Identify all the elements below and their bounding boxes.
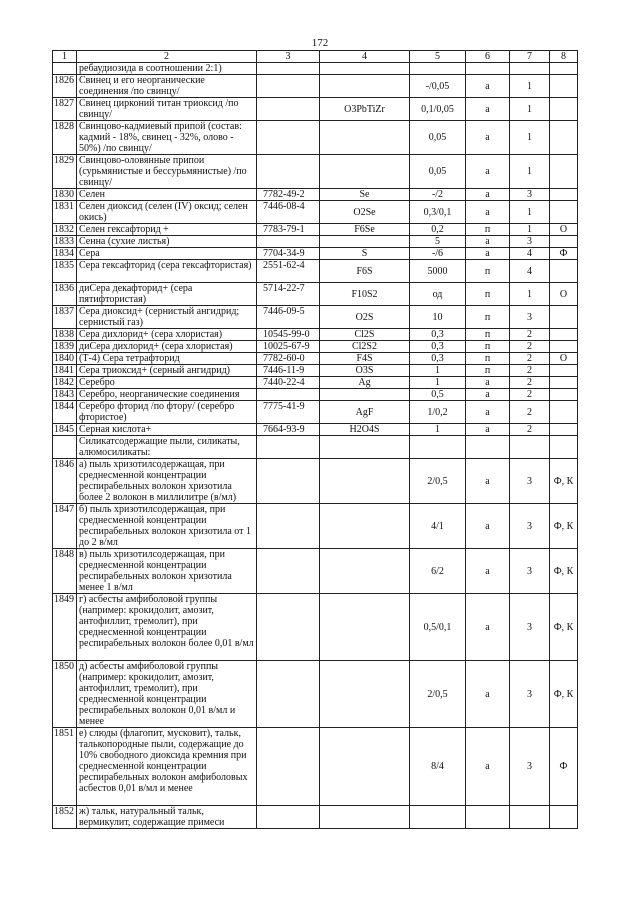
cas-number: 7782-60-0 <box>257 353 320 365</box>
table-row <box>53 504 578 549</box>
table-row <box>53 806 578 829</box>
limit-value: 0,3 <box>410 329 466 341</box>
table-row <box>53 306 578 329</box>
substance-name: Серебро фторид /по фтору/ (серебро фтористое) <box>77 401 257 424</box>
table-row <box>53 389 578 401</box>
cas-number <box>257 155 320 189</box>
formula <box>320 236 410 248</box>
hazard-class: 1 <box>510 283 550 306</box>
row-number: 1837 <box>53 306 77 329</box>
cas-number <box>257 806 320 829</box>
hazard-class: 1 <box>510 155 550 189</box>
row-number: 1839 <box>53 341 77 353</box>
note <box>550 401 578 424</box>
row-number <box>53 63 77 75</box>
limit-value: 0,2 <box>410 224 466 236</box>
aggregate-state: а <box>466 549 510 594</box>
cas-number <box>257 504 320 549</box>
note <box>550 341 578 353</box>
substance-name: Сенна (сухие листья) <box>77 236 257 248</box>
table-row <box>53 459 578 504</box>
formula <box>320 661 410 728</box>
hazard-class: 2 <box>510 353 550 365</box>
cas-number: 2551-62-4 <box>257 260 320 283</box>
note: Ф, К <box>550 661 578 728</box>
row-number <box>53 436 77 459</box>
aggregate-state: а <box>466 236 510 248</box>
limit-value: 0,3 <box>410 353 466 365</box>
note <box>550 389 578 401</box>
substance-name: Сера <box>77 248 257 260</box>
hazard-class <box>510 806 550 829</box>
hazard-class: 4 <box>510 248 550 260</box>
table-row <box>53 283 578 306</box>
limit-value: 1 <box>410 377 466 389</box>
formula <box>320 389 410 401</box>
hazard-class: 3 <box>510 661 550 728</box>
note <box>550 98 578 121</box>
substance-name: Селен гексафторид + <box>77 224 257 236</box>
note <box>550 121 578 155</box>
row-number: 1834 <box>53 248 77 260</box>
note <box>550 377 578 389</box>
hazard-class: 1 <box>510 75 550 98</box>
limit-value: 0,3/0,1 <box>410 201 466 224</box>
formula <box>320 75 410 98</box>
note: О <box>550 224 578 236</box>
cas-number: 5714-22-7 <box>257 283 320 306</box>
formula: Se <box>320 189 410 201</box>
substance-name: Селен диоксид (селен (IV) оксид; селен окись) <box>77 201 257 224</box>
formula: F6S <box>320 260 410 283</box>
note: Ф, К <box>550 504 578 549</box>
limit-value: 2/0,5 <box>410 459 466 504</box>
hazard-class <box>510 436 550 459</box>
note <box>550 75 578 98</box>
table-row <box>53 155 578 189</box>
substance-name: Селен <box>77 189 257 201</box>
limit-value: 5 <box>410 236 466 248</box>
row-number: 1841 <box>53 365 77 377</box>
limit-value: 0,1/0,05 <box>410 98 466 121</box>
limit-value <box>410 436 466 459</box>
note <box>550 260 578 283</box>
table-row <box>53 549 578 594</box>
hazard-class: 3 <box>510 189 550 201</box>
substance-name: диСера дихлорид+ (сера хлористая) <box>77 341 257 353</box>
aggregate-state: а <box>466 424 510 436</box>
aggregate-state: п <box>466 283 510 306</box>
row-number: 1831 <box>53 201 77 224</box>
formula: O3S <box>320 365 410 377</box>
row-number: 1833 <box>53 236 77 248</box>
cas-number <box>257 728 320 806</box>
formula: Cl2S <box>320 329 410 341</box>
aggregate-state: п <box>466 329 510 341</box>
row-number: 1846 <box>53 459 77 504</box>
note <box>550 189 578 201</box>
limit-value <box>410 806 466 829</box>
formula <box>320 121 410 155</box>
substance-name: а) пыль хризотилсодержащая, при среднесменной концентрации респирабельных волокон хризотила более 2 волокон в миллилитре (в/мл) <box>77 459 257 504</box>
hazard-class: 2 <box>510 341 550 353</box>
substance-name: Серная кислота+ <box>77 424 257 436</box>
substance-name: Сера гексафторид (сера гексафтористая) <box>77 260 257 283</box>
header-col-7: 7 <box>510 51 550 63</box>
header-col-4: 4 <box>320 51 410 63</box>
substance-name: (Т-4) Сера тетрафторид <box>77 353 257 365</box>
formula: S <box>320 248 410 260</box>
table-row <box>53 236 578 248</box>
substance-name: Свинцово-оловянные припои (сурьмянистые и бессурьмянистые) /по свинцу/ <box>77 155 257 189</box>
hazard-class: 2 <box>510 389 550 401</box>
row-number: 1828 <box>53 121 77 155</box>
table-row <box>53 341 578 353</box>
substance-name: Серебро, неорганические соединения <box>77 389 257 401</box>
aggregate-state: п <box>466 341 510 353</box>
limit-value: 2/0,5 <box>410 661 466 728</box>
table-row <box>53 401 578 424</box>
substance-name: Свинцово-кадмиевый припой (состав: кадмий - 18%, свинец - 32%, олово - 50%) /по свинцу/ <box>77 121 257 155</box>
aggregate-state: а <box>466 661 510 728</box>
table-row <box>53 248 578 260</box>
hazard-class: 4 <box>510 260 550 283</box>
row-number: 1830 <box>53 189 77 201</box>
formula <box>320 63 410 75</box>
limit-value: -/2 <box>410 189 466 201</box>
aggregate-state: а <box>466 594 510 661</box>
note: О <box>550 353 578 365</box>
table-row <box>53 353 578 365</box>
note <box>550 155 578 189</box>
cas-number: 10025-67-9 <box>257 341 320 353</box>
substance-name: ребаудиозида в соотношении 2:1) <box>77 63 257 75</box>
limit-value: 4/1 <box>410 504 466 549</box>
hazard-class: 1 <box>510 201 550 224</box>
aggregate-state: а <box>466 389 510 401</box>
row-number: 1842 <box>53 377 77 389</box>
row-number: 1847 <box>53 504 77 549</box>
hazard-class: 1 <box>510 224 550 236</box>
hazard-class: 3 <box>510 549 550 594</box>
cas-number <box>257 459 320 504</box>
table-row <box>53 189 578 201</box>
limit-value: 1 <box>410 365 466 377</box>
aggregate-state: а <box>466 155 510 189</box>
formula <box>320 549 410 594</box>
hazard-class: 1 <box>510 121 550 155</box>
aggregate-state: а <box>466 201 510 224</box>
row-number: 1849 <box>53 594 77 661</box>
cas-number <box>257 389 320 401</box>
cas-number <box>257 63 320 75</box>
row-number: 1836 <box>53 283 77 306</box>
substance-name: г) асбесты амфиболовой группы (например: крокидолит, амозит, антофиллит, тремолит), при среднесменной концентрации респирабельных волокон более 0,01 в/мл <box>77 594 257 661</box>
aggregate-state: п <box>466 224 510 236</box>
table-row <box>53 377 578 389</box>
table-row <box>53 201 578 224</box>
note <box>550 306 578 329</box>
formula: H2O4S <box>320 424 410 436</box>
cas-number <box>257 661 320 728</box>
hazard-class: 2 <box>510 377 550 389</box>
limit-value: -/6 <box>410 248 466 260</box>
substance-name: е) слюды (флагопит, мусковит), тальк, талькопородные пыли, содержащие до 10% свободного диоксида кремния при среднесменной концентрации респирабельных волокон амфиболовых асбестов 0,01 в/мл и менее <box>77 728 257 806</box>
cas-number: 7446-08-4 <box>257 201 320 224</box>
limit-value: 10 <box>410 306 466 329</box>
limit-value: 0,3 <box>410 341 466 353</box>
table-row <box>53 63 578 75</box>
row-number: 1850 <box>53 661 77 728</box>
substance-name: Сера диоксид+ (сернистый ангидрид; сернистый газ) <box>77 306 257 329</box>
note: Ф, К <box>550 459 578 504</box>
row-number: 1827 <box>53 98 77 121</box>
table-row <box>53 365 578 377</box>
cas-number: 7446-09-5 <box>257 306 320 329</box>
cas-number: 7775-41-9 <box>257 401 320 424</box>
hazard-class: 3 <box>510 504 550 549</box>
aggregate-state <box>466 806 510 829</box>
substance-name: ж) тальк, натуральный тальк, вермикулит, содержащие примеси <box>77 806 257 829</box>
aggregate-state: а <box>466 98 510 121</box>
row-number: 1851 <box>53 728 77 806</box>
substance-name: Свинец цирконий титан триоксид /по свинцу/ <box>77 98 257 121</box>
limit-value: 1/0,2 <box>410 401 466 424</box>
row-number: 1840 <box>53 353 77 365</box>
cas-number: 7664-93-9 <box>257 424 320 436</box>
aggregate-state: а <box>466 121 510 155</box>
formula <box>320 459 410 504</box>
limit-value: од <box>410 283 466 306</box>
formula <box>320 155 410 189</box>
limit-value: 0,05 <box>410 121 466 155</box>
cas-number <box>257 121 320 155</box>
header-col-6: 6 <box>466 51 510 63</box>
cas-number: 7782-49-2 <box>257 189 320 201</box>
limit-value: 0,5 <box>410 389 466 401</box>
substance-name: в) пыль хризотилсодержащая, при среднесменной концентрации респирабельных волокон хризотила менее 1 в/мл <box>77 549 257 594</box>
substance-name: Сера триоксид+ (серный ангидрид) <box>77 365 257 377</box>
aggregate-state: п <box>466 306 510 329</box>
cas-number: 7783-79-1 <box>257 224 320 236</box>
cas-number <box>257 436 320 459</box>
substance-name: Силикатсодержащие пыли, силикаты, алюмосиликаты: <box>77 436 257 459</box>
substance-name: Сера дихлорид+ (сера хлористая) <box>77 329 257 341</box>
header-col-3: 3 <box>257 51 320 63</box>
formula <box>320 728 410 806</box>
note <box>550 329 578 341</box>
table-body <box>53 63 578 829</box>
aggregate-state: а <box>466 504 510 549</box>
substance-name: диСера декафторид+ (сера пятифтористая) <box>77 283 257 306</box>
cas-number: 7440-22-4 <box>257 377 320 389</box>
hazard-class: 3 <box>510 306 550 329</box>
substance-name: б) пыль хризотилсодержащая, при среднесменной концентрации респирабельных волокон хризотила от 1 до 2 в/мл <box>77 504 257 549</box>
table-row <box>53 260 578 283</box>
header-row <box>53 51 578 63</box>
row-number: 1848 <box>53 549 77 594</box>
row-number: 1826 <box>53 75 77 98</box>
note <box>550 63 578 75</box>
table-row <box>53 224 578 236</box>
aggregate-state: а <box>466 189 510 201</box>
substance-name: Серебро <box>77 377 257 389</box>
formula: Ag <box>320 377 410 389</box>
formula <box>320 504 410 549</box>
formula: Cl2S2 <box>320 341 410 353</box>
cas-number <box>257 98 320 121</box>
note <box>550 236 578 248</box>
hazard-class: 3 <box>510 728 550 806</box>
table-row <box>53 75 578 98</box>
note <box>550 365 578 377</box>
aggregate-state: а <box>466 75 510 98</box>
aggregate-state <box>466 436 510 459</box>
note: О <box>550 283 578 306</box>
aggregate-state: п <box>466 365 510 377</box>
aggregate-state: а <box>466 401 510 424</box>
hazard-class: 2 <box>510 401 550 424</box>
cas-number <box>257 75 320 98</box>
note <box>550 806 578 829</box>
limit-value: 0,05 <box>410 155 466 189</box>
note <box>550 424 578 436</box>
note <box>550 201 578 224</box>
substance-name: Свинец и его неорганические соединения /по свинцу/ <box>77 75 257 98</box>
note: Ф <box>550 248 578 260</box>
header-col-5: 5 <box>410 51 466 63</box>
aggregate-state <box>466 63 510 75</box>
header-col-8: 8 <box>550 51 578 63</box>
table-row <box>53 121 578 155</box>
limit-value: 5000 <box>410 260 466 283</box>
cas-number <box>257 236 320 248</box>
aggregate-state: а <box>466 248 510 260</box>
hazard-class: 3 <box>510 459 550 504</box>
table-row <box>53 594 578 661</box>
formula: O2S <box>320 306 410 329</box>
aggregate-state: а <box>466 459 510 504</box>
note <box>550 436 578 459</box>
row-number: 1844 <box>53 401 77 424</box>
formula: F4S <box>320 353 410 365</box>
note: Ф, К <box>550 594 578 661</box>
aggregate-state: п <box>466 353 510 365</box>
row-number: 1829 <box>53 155 77 189</box>
hazard-class: 1 <box>510 98 550 121</box>
formula: F6Se <box>320 224 410 236</box>
substances-table <box>52 50 578 829</box>
limit-value: 0,5/0,1 <box>410 594 466 661</box>
formula: O2Se <box>320 201 410 224</box>
cas-number <box>257 594 320 661</box>
header-col-1: 1 <box>53 51 77 63</box>
cas-number: 10545-99-0 <box>257 329 320 341</box>
table-row <box>53 436 578 459</box>
row-number: 1845 <box>53 424 77 436</box>
table-row <box>53 424 578 436</box>
cas-number: 7704-34-9 <box>257 248 320 260</box>
row-number: 1838 <box>53 329 77 341</box>
hazard-class: 2 <box>510 424 550 436</box>
row-number: 1852 <box>53 806 77 829</box>
substance-name: д) асбесты амфиболовой группы (например: крокидолит, амозит, антофиллит, тремолит), при среднесменной концентрации респирабельных волокон 0,01 в/мл и менее <box>77 661 257 728</box>
hazard-class: 2 <box>510 329 550 341</box>
row-number: 1843 <box>53 389 77 401</box>
page-number: 172 <box>311 37 329 49</box>
table-row <box>53 98 578 121</box>
formula <box>320 806 410 829</box>
formula <box>320 594 410 661</box>
aggregate-state: а <box>466 377 510 389</box>
hazard-class <box>510 63 550 75</box>
hazard-class: 2 <box>510 365 550 377</box>
note: Ф, К <box>550 549 578 594</box>
limit-value: -/0,05 <box>410 75 466 98</box>
row-number: 1835 <box>53 260 77 283</box>
table-row <box>53 728 578 806</box>
cas-number: 7446-11-9 <box>257 365 320 377</box>
aggregate-state: п <box>466 260 510 283</box>
limit-value: 8/4 <box>410 728 466 806</box>
aggregate-state: а <box>466 728 510 806</box>
formula <box>320 436 410 459</box>
cas-number <box>257 549 320 594</box>
table-row <box>53 329 578 341</box>
row-number: 1832 <box>53 224 77 236</box>
hazard-class: 3 <box>510 236 550 248</box>
limit-value <box>410 63 466 75</box>
limit-value: 1 <box>410 424 466 436</box>
header-col-2: 2 <box>77 51 257 63</box>
note: Ф <box>550 728 578 806</box>
table-row <box>53 661 578 728</box>
limit-value: 6/2 <box>410 549 466 594</box>
formula: O3PbTiZr <box>320 98 410 121</box>
hazard-class: 3 <box>510 594 550 661</box>
formula: AgF <box>320 401 410 424</box>
formula: F10S2 <box>320 283 410 306</box>
